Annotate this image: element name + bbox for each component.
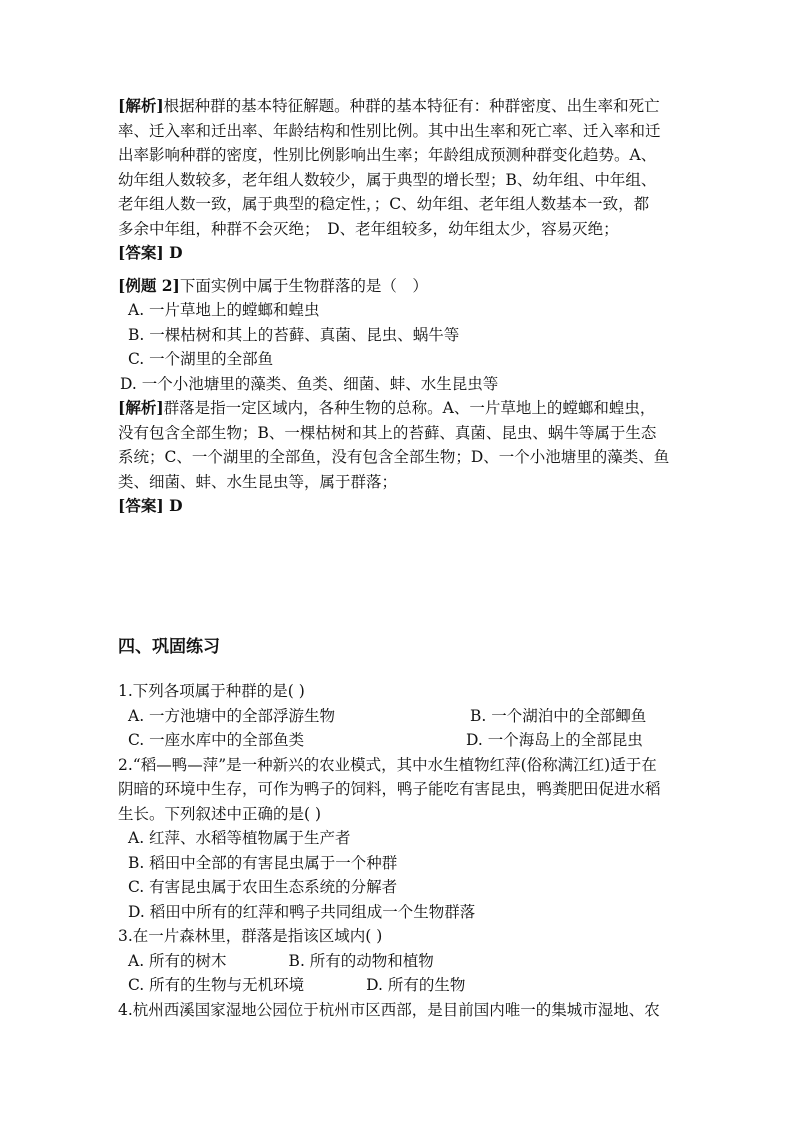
analysis-text: 没有包含全部生物；B、一棵枯树和其上的苔藓、真菌、昆虫、蜗牛等属于生态 <box>118 423 657 442</box>
analysis-block-1 <box>118 94 678 519</box>
answer-value: D <box>163 496 183 515</box>
exercise-list <box>118 679 678 1022</box>
question-4-stem: 4.杭州西溪国家湿地公园位于杭州市区西部，是目前国内唯一的集城市湿地、农 <box>118 1000 660 1019</box>
example-question: 下面实例中属于生物群落的是（ ） <box>179 276 428 295</box>
option-d: D. 一个海岛上的全部昆虫 <box>466 731 643 749</box>
question-1-row-2 <box>118 728 678 753</box>
analysis-text: 根据种群的基本特征解题。种群的基本特征有：种群密度、出生率和死亡 <box>163 97 660 115</box>
analysis-text: 出率影响种群的密度，性别比例影响出生率；年龄组成预测种群变化趋势。A、 <box>118 146 657 164</box>
analysis-text: 老年组人数一致，属于典型的稳定性，；C、幼年组、老年组人数基本一致，都 <box>118 195 650 213</box>
option-c: C. 有害昆虫属于农田生态系统的分解者 <box>128 878 398 896</box>
section-heading: 四、巩固练习 <box>118 637 220 657</box>
option-d: D. 稻田中所有的红萍和鸭子共同组成一个生物群落 <box>128 902 476 921</box>
option-a: A. 红萍、水稻等植物属于生产者 <box>128 829 351 847</box>
answer-tag: [答案] <box>118 496 164 515</box>
question-2-stem: 2.“稻—鸭—萍”是一种新兴的农业模式，其中水生植物红萍(俗称满江红)适于在 <box>118 755 657 774</box>
option-b: B. 稻田中全部的有害昆虫属于一个种群 <box>128 853 398 872</box>
analysis-text: 多余中年组，种群不会灭绝； D、老年组较多，幼年组太少，容易灭绝； <box>118 219 619 238</box>
question-1-stem: 1.下列各项属于种群的是( ) <box>118 682 305 700</box>
option-a: A. 一方池塘中的全部浮游生物 <box>128 706 336 725</box>
analysis-text: 率、迁入率和迁出率、年龄结构和性别比例。其中出生率和死亡率、迁入率和迁 <box>118 121 661 140</box>
option-d: D. 一个小池塘里的藻类、鱼类、细菌、蚌、水生昆虫等 <box>120 374 499 393</box>
analysis-tag: [解析] <box>118 96 164 115</box>
question-3-options-ab: A. 所有的树木 B. 所有的动物和植物 <box>128 951 434 970</box>
answer-tag: [答案] <box>118 243 164 262</box>
option-b: B. 一棵枯树和其上的苔藓、真菌、昆虫、蜗牛等 <box>128 325 460 344</box>
question-1-row-1 <box>118 704 678 729</box>
question-2-stem: 阴暗的环境中生存，可作为鸭子的饲料，鸭子能吃有害昆虫，鸭粪肥田促进水稻 <box>118 780 661 798</box>
analysis-text: 幼年组人数较多，老年组人数较少，属于典型的增长型；B、幼年组、中年组、 <box>118 170 657 189</box>
analysis-text: 群落是指一定区域内，各种生物的总称。A、一片草地上的螳螂和蝗虫， <box>163 399 656 417</box>
question-3-stem: 3.在一片森林里，群落是指该区域内( ) <box>118 927 383 945</box>
option-c: C. 一个湖里的全部鱼 <box>128 350 274 368</box>
example-tag: [例题 2] <box>118 275 180 295</box>
option-b: B. 一个湖泊中的全部鲫鱼 <box>470 706 647 725</box>
analysis-text: 系统；C、一个湖里的全部鱼，没有包含全部生物；D、一个小池塘里的藻类、鱼 <box>118 448 670 466</box>
analysis-tag: [解析] <box>118 398 164 417</box>
option-c: C. 一座水库中的全部鱼类 <box>128 731 305 749</box>
option-a: A. 一片草地上的螳螂和蝗虫 <box>128 301 320 319</box>
question-2-stem: 生长。下列叙述中正确的是( ) <box>118 804 322 823</box>
answer-value: D <box>163 243 183 262</box>
question-3-options-cd: C. 所有的生物与无机环境 D. 所有的生物 <box>128 976 466 994</box>
analysis-text: 类、细菌、蚌、水生昆虫等，属于群落； <box>118 472 398 491</box>
